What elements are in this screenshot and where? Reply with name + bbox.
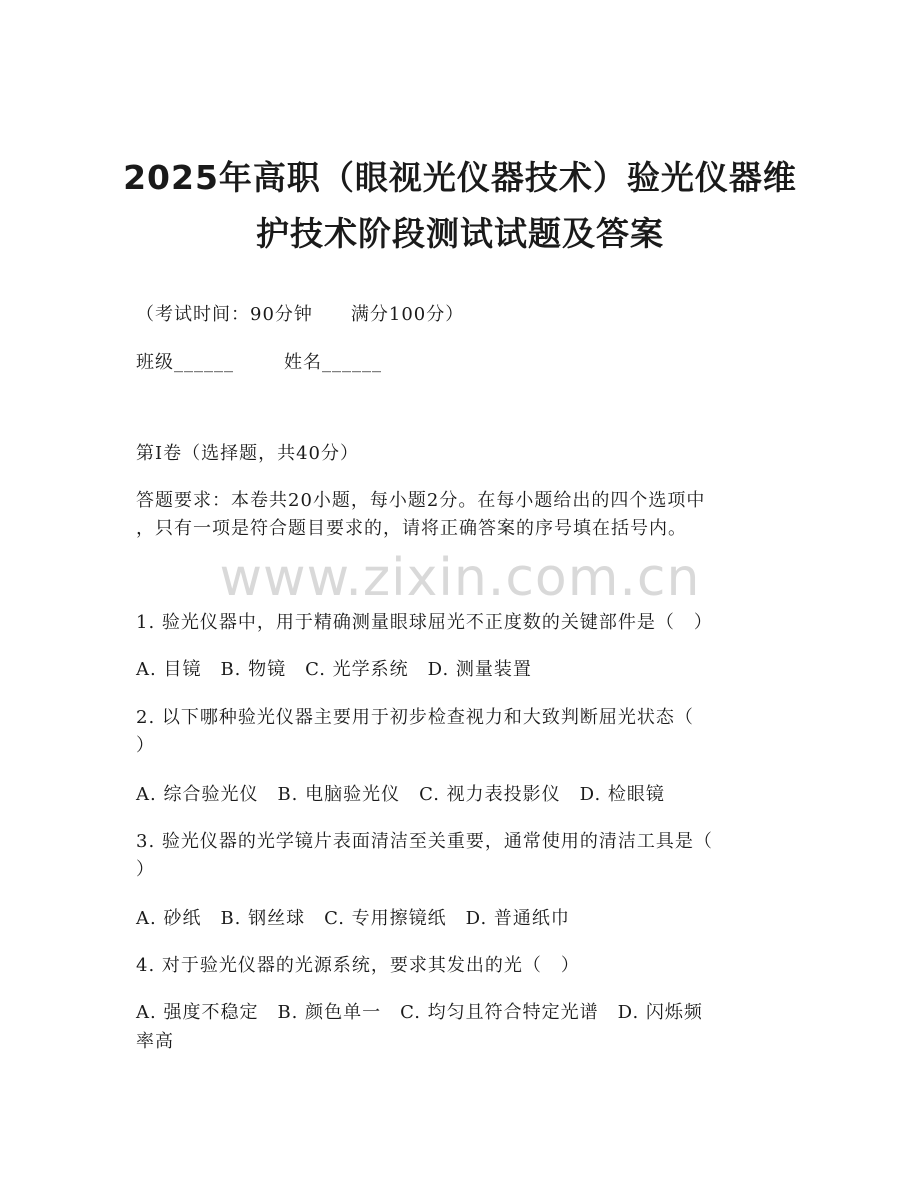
- question-1: 1. 验光仪器中，用于精确测量眼球屈光不正度数的关键部件是（ ）: [136, 612, 713, 633]
- watermark: www.zixin.com.cn: [219, 548, 701, 608]
- question-3-cont: ）: [136, 859, 155, 880]
- class-field: 班级______: [136, 352, 234, 373]
- question-1-options: A. 目镜 B. 物镜 C. 光学系统 D. 测量装置: [136, 659, 532, 680]
- question-4-options-cont: 率高: [136, 1031, 174, 1052]
- question-2-cont: ）: [136, 735, 155, 756]
- name-field: 姓名______: [284, 352, 382, 373]
- exam-info: （考试时间：90分钟 满分100分）: [136, 304, 465, 325]
- question-2-options: A. 综合验光仪 B. 电脑验光仪 C. 视力表投影仪 D. 检眼镜: [136, 784, 665, 805]
- question-4: 4. 对于验光仪器的光源系统，要求其发出的光（ ）: [136, 955, 580, 976]
- instructions-line-1: 答题要求：本卷共20小题，每小题2分。在每小题给出的四个选项中: [136, 490, 706, 511]
- document-title: [60, 150, 860, 262]
- question-2: 2. 以下哪种验光仪器主要用于初步检查视力和大致判断屈光状态（: [136, 707, 694, 728]
- instructions-line-2: ，只有一项是符合题目要求的，请将正确答案的序号填在括号内。: [136, 518, 687, 539]
- question-3: 3. 验光仪器的光学镜片表面清洁至关重要，通常使用的清洁工具是（: [136, 831, 713, 852]
- title-line-2: 护技术阶段测试试题及答案: [256, 214, 664, 253]
- section-title: 第I卷（选择题，共40分）: [136, 443, 360, 464]
- title-line-1: 2025年高职（眼视光仪器技术）验光仪器维: [123, 158, 797, 197]
- question-3-options: A. 砂纸 B. 钢丝球 C. 专用擦镜纸 D. 普通纸巾: [136, 908, 570, 929]
- question-4-options: A. 强度不稳定 B. 颜色单一 C. 均匀且符合特定光谱 D. 闪烁频: [136, 1002, 703, 1023]
- student-fields: [136, 350, 382, 376]
